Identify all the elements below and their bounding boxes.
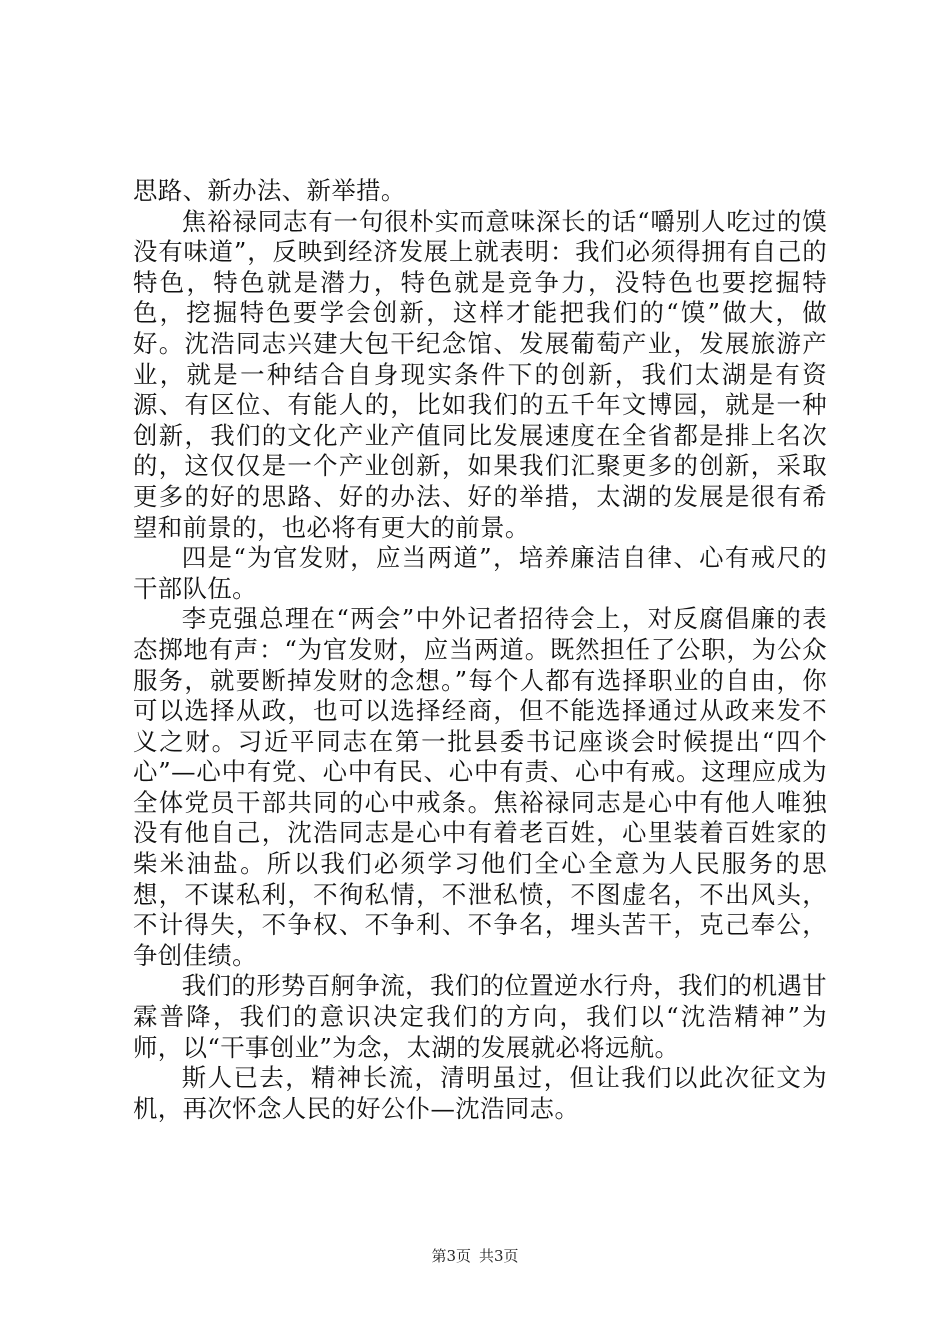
page-footer — [0, 1245, 950, 1266]
paragraph-closing: 斯人已去，精神长流，清明虽过，但让我们以此次征文为机，再次怀念人民的好公仆—沈浩同志。 — [133, 1063, 827, 1123]
page-number-total: 共3页 — [479, 1247, 519, 1265]
paragraph-situation: 我们的形势百舸争流，我们的位置逆水行舟，我们的机遇甘霖普降，我们的意识决定我们的方向，我们以“沈浩精神”为师，以“干事创业”为念，太湖的发展就必将远航。 — [133, 971, 827, 1062]
paragraph-continuation: 思路、新办法、新举措。 — [133, 176, 406, 205]
document-body — [133, 176, 827, 1124]
paragraph-section-four-heading: 四是“为官发财，应当两道”，培养廉洁自律、心有戒尺的干部队伍。 — [133, 543, 827, 603]
paragraph-anti-corruption: 李克强总理在“两会”中外记者招待会上，对反腐倡廉的表态掷地有声：“为官发财，应当两道。既然担任了公职，为公众服务，就要断掉发财的念想。”每个人都有选择职业的自由，你可以选择从政，也可以选择经商，但不能选择通过从政来发不义之财。习近平同志在第一批县委书记座谈会时候提出“四个心”—心中有党、心中有民、心中有责、心中有戒。这理应成为全体党员干部共同的心中戒条。焦裕禄同志是心中有他人唯独没有他自己，沈浩同志是心中有着老百姓，心里装着百姓家的柴米油盐。所以我们必须学习他们全心全意为人民服务的思想，不谋私利，不徇私情，不泄私愤，不图虚名，不出风头，不计得失，不争权、不争利、不争名，埋头苦干，克己奉公，争创佳绩。 — [133, 604, 827, 970]
paragraph-jiao-yulu: 焦裕禄同志有一句很朴实而意味深长的话“嚼别人吃过的馍没有味道”，反映到经济发展上就表明：我们必须得拥有自己的特色，特色就是潜力，特色就是竞争力，没特色也要挖掘特色，挖掘特色要学会创新，这样才能把我们的“馍”做大，做好。沈浩同志兴建大包干纪念馆、发展葡萄产业，发展旅游产业，就是一种结合自身现实条件下的创新，我们太湖是有资源、有区位、有能人的，比如我们的五千年文博园，就是一种创新，我们的文化产业产值同比发展速度在全省都是排上名次的，这仅仅是一个产业创新，如果我们汇聚更多的创新，采取更多的好的思路、好的办法、好的举措，太湖的发展是很有希望和前景的，也必将有更大的前景。 — [133, 206, 827, 542]
page-number-current: 第3页 — [431, 1247, 471, 1265]
